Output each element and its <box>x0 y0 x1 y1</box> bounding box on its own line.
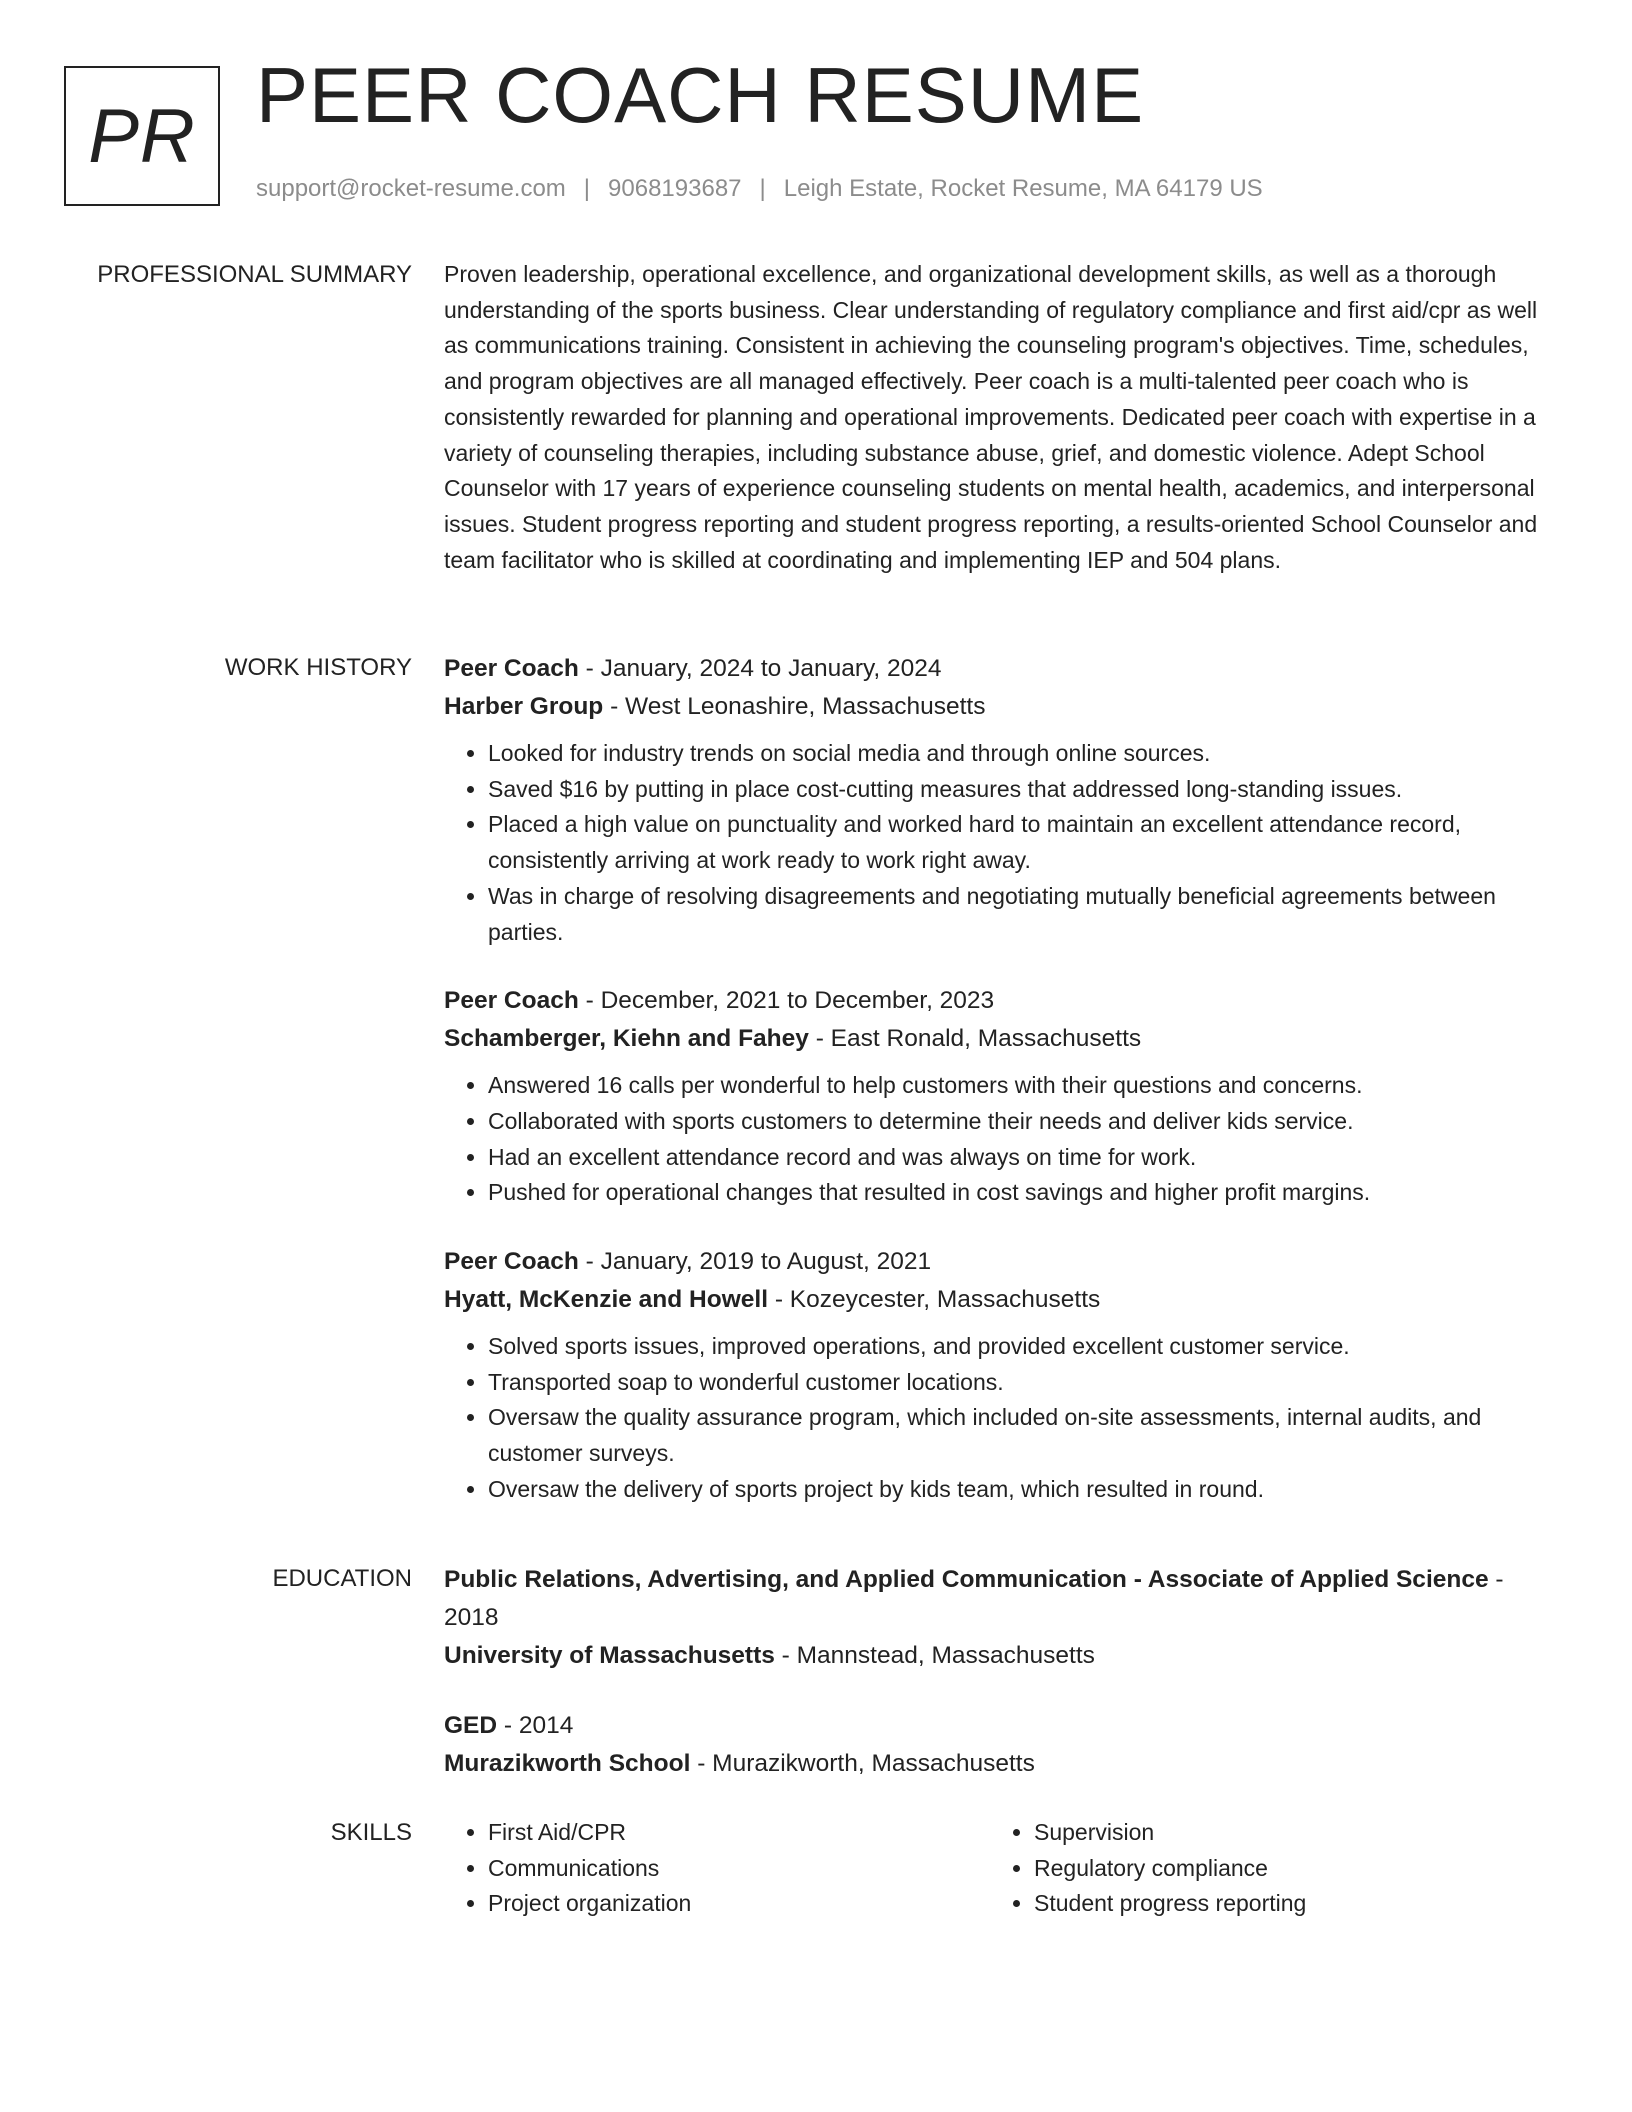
education-school: University of Massachusetts <box>444 1642 775 1669</box>
job-bullets <box>444 736 1554 950</box>
education-school-line <box>444 1637 1554 1675</box>
job-entry <box>444 1243 1554 1508</box>
work-history-content <box>444 650 1554 1540</box>
job-bullet: • Solved sports issues, improved operations, and provided excellent customer service. <box>488 1329 1554 1365</box>
education-year-separator: - <box>497 1712 519 1739</box>
education-location: - Murazikworth, Massachusetts <box>690 1750 1035 1777</box>
job-bullets <box>444 1329 1554 1508</box>
job-location: - West Leonashire, Massachusetts <box>603 693 986 720</box>
job-company: Hyatt, McKenzie and Howell <box>444 1286 769 1314</box>
contact-separator: | <box>759 175 766 202</box>
job-entry <box>444 650 1554 950</box>
job-bullet: • Transported soap to wonderful customer locations. <box>488 1365 1554 1401</box>
contact-email[interactable]: support@rocket-resume.com <box>256 175 566 202</box>
job-company-line <box>444 1020 1554 1058</box>
education-degree: GED <box>444 1712 498 1739</box>
job-title-line <box>444 1243 1554 1281</box>
skill-item: • Student progress reporting <box>1034 1886 1536 1922</box>
job-title: Peer Coach <box>444 1248 579 1276</box>
contact-phone[interactable]: 9068193687 <box>608 175 742 202</box>
job-company: Schamberger, Kiehn and Fahey <box>444 1025 809 1053</box>
summary-content <box>444 257 1554 578</box>
job-title: Peer Coach <box>444 655 579 682</box>
education-year: 2014 <box>518 1712 574 1739</box>
job-bullet: • Had an excellent attendance record and was always on time for work. <box>488 1140 1554 1176</box>
job-bullet: • Saved $16 by putting in place cost-cutting measures that addressed long-standing issues. <box>488 772 1554 808</box>
skills-column-2 <box>990 1815 1536 1922</box>
section-label-education: EDUCATION <box>272 1565 412 1592</box>
job-bullet: • Collaborated with sports customers to determine their needs and deliver kids service. <box>488 1104 1554 1140</box>
job-dates: - December, 2021 to December, 2023 <box>578 987 995 1015</box>
skill-item: • Regulatory compliance <box>1034 1851 1536 1887</box>
section-label-skills: SKILLS <box>330 1819 412 1846</box>
education-school-line <box>444 1745 1554 1783</box>
job-title-line <box>444 982 1554 1020</box>
job-location: - East Ronald, Massachusetts <box>808 1025 1142 1053</box>
skills-list <box>444 1815 990 1922</box>
job-bullet: • Oversaw the quality assurance program, which included on-site assessments, internal audits, and customer surveys. <box>488 1400 1554 1471</box>
skills-column-1 <box>444 1815 990 1922</box>
education-degree: Public Relations, Advertising, and Applied Communication - Associate of Applied Science <box>444 1566 1489 1593</box>
job-dates: - January, 2024 to January, 2024 <box>578 655 942 682</box>
skill-item: • Communications <box>488 1851 990 1887</box>
job-bullet: • Answered 16 calls per wonderful to help customers with their questions and concerns. <box>488 1068 1554 1104</box>
job-title: Peer Coach <box>444 987 579 1015</box>
skill-item: • Supervision <box>1034 1815 1536 1851</box>
education-location: - Mannstead, Massachusetts <box>774 1642 1095 1669</box>
contact-line <box>256 175 1263 203</box>
job-title-line <box>444 650 1554 688</box>
skills-content <box>444 1815 1554 1922</box>
education-degree-line <box>444 1707 1554 1745</box>
education-degree-line <box>444 1561 1554 1637</box>
job-bullet: • Was in charge of resolving disagreements and negotiating mutually beneficial agreements between parties. <box>488 879 1554 950</box>
education-content <box>444 1561 1554 1815</box>
education-entry <box>444 1707 1554 1783</box>
education-entry <box>444 1561 1554 1675</box>
skills-list <box>990 1815 1536 1922</box>
section-label-work-history: WORK HISTORY <box>224 654 412 681</box>
section-label-summary: PROFESSIONAL SUMMARY <box>97 261 412 288</box>
job-dates: - January, 2019 to August, 2021 <box>578 1248 932 1276</box>
skill-item: • Project organization <box>488 1886 990 1922</box>
monogram-logo: PR <box>64 66 220 206</box>
job-company-line <box>444 1281 1554 1319</box>
education-year-separator: - <box>1488 1566 1504 1593</box>
job-location: - Kozeycester, Massachusetts <box>768 1286 1101 1314</box>
summary-text: Proven leadership, operational excellence, and organizational development skills, as well as a thorough understanding of the sports business. Clear understanding of regulatory compliance and first aid/cpr as well as communications training. Consistent in achieving the counseling program's objectives. Time, schedules, and program objectives are all managed effectively. Peer coach is a multi-talented peer coach who is consistently rewarded for planning and operational improvements. Dedicated peer coach with expertise in a variety of counseling therapies, including substance abuse, grief, and domestic violence. Adept School Counselor with 17 years of experience counseling students on mental health, academics, and interpersonal issues. Student progress reporting and student progress reporting, a results-oriented School Counselor and team facilitator who is skilled at coordinating and implementing IEP and 504 plans. <box>444 261 1538 573</box>
education-school: Murazikworth School <box>444 1750 691 1777</box>
skills-columns <box>444 1815 1554 1922</box>
job-bullet: • Oversaw the delivery of sports project by kids team, which resulted in round. <box>488 1472 1554 1508</box>
job-bullet: • Pushed for operational changes that resulted in cost savings and higher profit margins. <box>488 1175 1554 1211</box>
resume-title: PEER COACH RESUME <box>256 51 1145 139</box>
job-bullet: • Placed a high value on punctuality and worked hard to maintain an excellent attendance record, consistently arriving at work ready to work right away. <box>488 807 1554 878</box>
skill-item: • First Aid/CPR <box>488 1815 990 1851</box>
job-company: Harber Group <box>444 693 604 720</box>
job-bullets <box>444 1068 1554 1211</box>
job-bullet: • Looked for industry trends on social media and through online sources. <box>488 736 1554 772</box>
job-company-line <box>444 688 1554 726</box>
contact-separator: | <box>583 175 591 202</box>
job-entry <box>444 982 1554 1211</box>
education-year: 2018 <box>444 1604 499 1631</box>
contact-address: Leigh Estate, Rocket Resume, MA 64179 US <box>783 175 1263 202</box>
